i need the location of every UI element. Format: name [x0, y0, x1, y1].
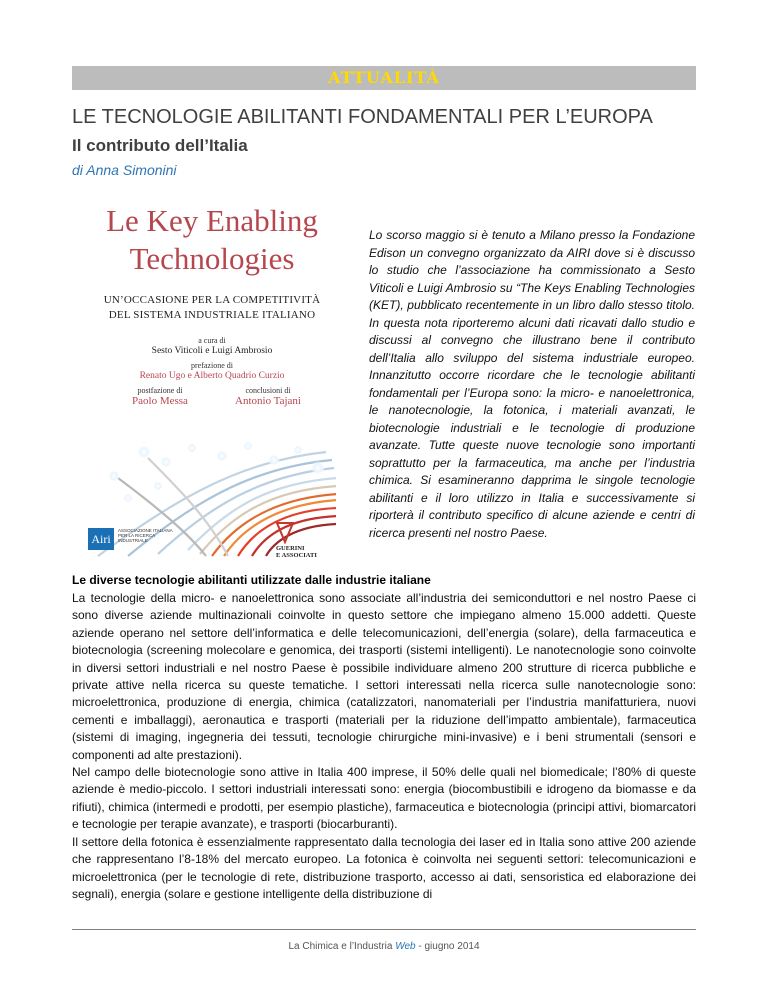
- cover-tagline-line2: DEL SISTEMA INDUSTRIALE ITALIANO: [108, 309, 316, 321]
- section-heading: Le diverse tecnologie abilitanti utilizzate dalle industrie italiane: [72, 573, 431, 587]
- footer-web: Web: [395, 941, 416, 952]
- footer-divider: [72, 929, 696, 930]
- cover-postface-author: Paolo Messa: [132, 395, 188, 407]
- cover-postface-label: postfazione di: [137, 386, 183, 395]
- airi-logo-text: ASSOCIAZIONE ITALIANA PER LA RICERCA INDUSTRIALE: [118, 528, 173, 543]
- cover-title-line2: Technologies: [129, 241, 295, 276]
- cover-tagline-line1: UN’OCCASIONE PER LA COMPETITIVITÀ: [103, 294, 321, 306]
- article-subtitle: Il contributo dell’Italia: [72, 136, 248, 155]
- publisher-name-line1: GUERINI: [276, 545, 305, 552]
- publisher-name-line2: E ASSOCIATI: [276, 552, 317, 559]
- section-label: ATTUALITÀ: [328, 68, 440, 87]
- cover-curated-label: a cura di: [198, 336, 226, 345]
- article-intro: Lo scorso maggio si è tenuto a Milano presso la Fondazione Edison un convegno organizzato da AIRI dove si è discusso lo studio che l’associazione ha commissionato a Sesto Viticoli e Luigi Ambrosio su “The Keys Enabling Technologies (KET), pubblicato recentemente in un libro dallo stesso titolo. In questa nota riporteremo alcuni dati ricavati dallo studio e discussi al convegno che illustrano bene il contributo dell’Italia allo sviluppo del sistema industriale europeo. Innanzitutto occorre ricordare che le tecnologie abilitanti fondamentali per l’Europa sono: la micro- e nanoelettronica, le nanotecnologie, la fotonica, i materiali avanzati, le biotecnologie industriali e le tecnologie di produzione avanzate. Tutte queste nuove tecnologie sono importanti soprattutto per la farmaceutica, ma anche per l’industria chimica. Si esamineranno dapprima le singole tecnologie abilitanti e il loro utilizzo in Italia e successivamente si riporterà il contributo specifico di alcune aziende e centri di ricerca presenti nel nostro Paese.: [369, 228, 695, 540]
- cover-conclusions-label: conclusioni di: [245, 386, 291, 395]
- body-paragraph: Nel campo delle biotecnologie sono attive in Italia 400 imprese, il 50% delle quali nel biomedicale; l’80% di queste aziende è medio-piccolo. I settori industriali interessati sono: energia (biocombustibili e idrogeno da biomasse e da rifiuti), chimica (intermedi e prodotti, per esempio plastiche), farmaceutica e biotecnologia (principi attivi, biomarcatori e tecnologie per terapie avanzate), e trasporti (biocarburanti).: [72, 765, 696, 832]
- airi-logo: Airi: [88, 528, 114, 550]
- cover-preface-authors: Renato Ugo e Alberto Quadrio Curzio: [139, 371, 285, 381]
- article-author: di Anna Simonini: [72, 162, 177, 178]
- body-paragraph: Il settore della fotonica è essenzialmente rappresentato dalla tecnologia dei laser ed in Italia sono attive 200 aziende che rappresentano l’8-18% del mercato europeo. La fotonica è coinvolta nei seguenti settori: telecomunicazioni e microelettronica (per le tecnologie di rete, distribuzione trasporto, accesso ai dati, sensoristica ed elaborazione dei segnali), energia (solare e gestione intelligente della distribuzione di: [72, 834, 696, 901]
- cover-title-line1: Le Key Enabling: [106, 203, 318, 238]
- footer-journal: La Chimica e l’Industria: [288, 941, 393, 952]
- article-body: [72, 590, 696, 903]
- cover-preface-label: prefazione di: [191, 361, 233, 370]
- footer-date: - giugno 2014: [418, 941, 480, 952]
- article-title: LE TECNOLOGIE ABILITANTI FONDAMENTALI PER L’EUROPA: [72, 106, 653, 128]
- book-cover: [88, 200, 336, 560]
- section-banner: [72, 66, 696, 90]
- publisher-name: [276, 545, 336, 559]
- page-footer: [0, 941, 768, 952]
- cover-conclusions-author: Antonio Tajani: [235, 395, 301, 407]
- cover-conclusions: [218, 386, 318, 407]
- body-paragraph: La tecnologie della micro- e nanoelettronica sono associate all’industria dei semiconduttori e nel nostro Paese ci sono diverse aziende multinazionali coinvolte in questo settore che impiegano almeno 15.000 addetti. Queste aziende operano nel settore dell’informatica e delle telecomunicazioni, dell’energia (solare), della farmaceutica e biotecnologia (screening molecolare e genomica, dei trasporti (sistemi intelligenti). Le nanotecnologie sono coinvolte in diversi settori industriali e nel nostro Paese è possibile individuare almeno 200 strutture di ricerca pubbliche e private attive nella ricerca su queste tematiche. I settori interessati nella ricerca sulle nanotecnologie sono: microelettronica, produzione di energia, chimica (catalizzatori, nanomateriali per l’industria manifatturiera, nuovi cementi e imballaggi), aeronautica e trasporti (materiali per la riduzione dell’impatto ambientale), farmaceutica (sistemi di imaging, ingegneria dei tessuti, tecnologie chirurgiche mini-invasive) e i beni strumentali (sensori e componenti ad alte prestazioni).: [72, 591, 696, 762]
- cover-curators: Sesto Viticoli e Luigi Ambrosio: [151, 346, 273, 356]
- cover-postface: [110, 386, 210, 407]
- publisher-logo-icon: [276, 522, 294, 544]
